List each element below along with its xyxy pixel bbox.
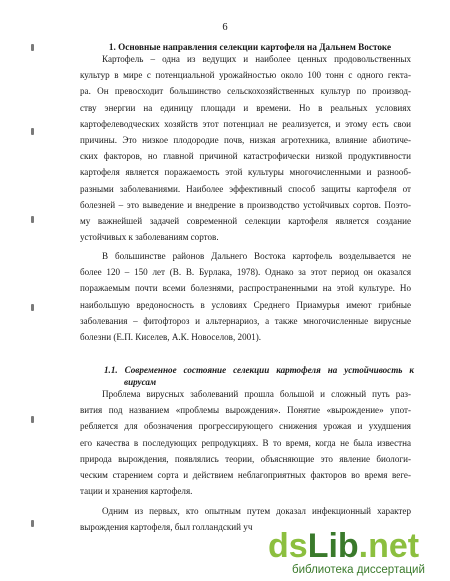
text-line: му важнейшей задачей современной селекции картофеля является создание bbox=[80, 215, 411, 226]
paragraph-section1 bbox=[80, 51, 411, 245]
svg-text:dsLib.net bbox=[268, 527, 419, 564]
margin-mark bbox=[31, 304, 34, 311]
text-line: устойчивых к заболеваниям сортов. bbox=[80, 232, 219, 243]
margin-mark bbox=[31, 128, 34, 135]
text-line: наибольшую вредоносность в условиях Среднего Приамурья имеют грибные bbox=[80, 299, 411, 310]
text-line: поражаемым почти всеми болезнями, распространенными на этой культуре. Но bbox=[80, 283, 411, 294]
text-line: заболевания – фитофтороз и альтернариоз, а также многочисленные вирусные bbox=[80, 315, 411, 326]
text-line: культур в мире с потенциальной урожайностью около 100 тонн с одного гекта- bbox=[80, 70, 411, 81]
page-number: 6 bbox=[222, 22, 228, 33]
text-line: болезни (Е.П. Киселев, А.К. Новоселов, 2001). bbox=[80, 331, 262, 342]
text-line: ских факторов, но главной причиной катастрофически низкой продуктивности bbox=[80, 151, 411, 162]
text-line: причины. Это низкое плодородие почв, низкая агротехника, влияние абиотиче- bbox=[80, 134, 411, 145]
text-line: ра. Он превосходит большинство сельскохозяйственных культур по производ- bbox=[80, 86, 411, 97]
text-line: вырождения картофеля, был голландский уч bbox=[80, 522, 253, 533]
text-line: Проблема вирусных заболеваний прошла большой и сложный путь раз- bbox=[102, 389, 411, 399]
text-line: тации и хранения картофеля. bbox=[80, 486, 193, 497]
text-line: природа вырождения, появлялись теории, объясняющие это явление биологи- bbox=[80, 453, 411, 464]
logo-lib: Lib bbox=[307, 527, 359, 564]
text-line: картофеля является поражаемость этой культуры многочисленными и разнооб- bbox=[80, 167, 411, 178]
text-line: ребляется для обозначения прогрессирующего снижения урожая и ухудшения bbox=[80, 421, 411, 432]
subsection-heading-line: вирусам bbox=[124, 377, 157, 387]
dslib-watermark bbox=[268, 524, 450, 581]
chapter-heading: 1. Основные направления селекции картофеля на Дальнем Востоке bbox=[108, 42, 392, 52]
logo-net: .net bbox=[358, 527, 420, 564]
logo-ds: ds bbox=[268, 527, 308, 564]
text-line: Картофель – одна из ведущих и наиболее ценных продовольственных bbox=[102, 54, 411, 64]
text-line: разными заболеваниями. Наиболее эффективный способ защиты картофеля от bbox=[80, 183, 411, 194]
dslib-logo bbox=[268, 524, 450, 564]
subsection-heading bbox=[104, 364, 414, 388]
margin-mark bbox=[31, 44, 34, 51]
text-line: ческим старением сорта и действием неблагоприятных факторов во время веге- bbox=[80, 469, 411, 480]
text-line: более 120 – 150 лет (В. В. Бурлака, 1978). Однако за этот период он оказался bbox=[80, 267, 411, 278]
text-line: Одним из первых, кто опытным путем доказал инфекционный характер bbox=[102, 506, 411, 516]
subsection-heading-line: 1.1. Современное состояние селекции картофеля на устойчивость к bbox=[104, 365, 414, 375]
text-line: ству энергии на единицу площади и времени. Но в реальных условиях bbox=[80, 102, 411, 113]
text-line: картофелеводческих хозяйств этот потенциал не реализуется, и этому есть свои bbox=[80, 118, 411, 129]
margin-mark bbox=[31, 520, 34, 527]
text-line: В большинстве районов Дальнего Востока картофель возделывается не bbox=[102, 251, 411, 261]
margin-mark bbox=[31, 416, 34, 423]
paragraph-section3 bbox=[80, 386, 411, 499]
text-line: болезней – это выведение и внедрение в производство устойчивых сортов. Поэто- bbox=[80, 199, 411, 210]
text-line: вития под названием «проблемы вырождения». Понятие «вырождение» упот- bbox=[80, 405, 411, 416]
text-line: его качества в последующих репродукциях. В то время, когда не была известна bbox=[80, 437, 411, 448]
margin-mark bbox=[31, 216, 34, 223]
paragraph-section2 bbox=[80, 248, 411, 345]
watermark-subtitle: библиотека диссертаций bbox=[292, 564, 425, 576]
